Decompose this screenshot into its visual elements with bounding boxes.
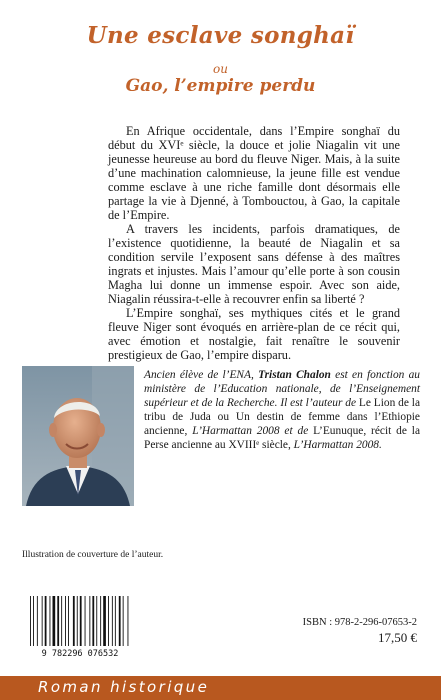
barcode-icon — [22, 594, 138, 658]
genre-band — [0, 676, 441, 700]
back-cover-blurb — [108, 124, 400, 362]
author-portrait-image — [22, 366, 134, 506]
barcode-bar — [57, 596, 59, 646]
barcode-bar — [80, 596, 82, 646]
author-photo — [22, 366, 134, 506]
barcode-bar — [128, 596, 129, 646]
barcode-bar — [30, 596, 31, 646]
book-title: Une esclave songhaï — [86, 22, 355, 49]
barcode-bar — [53, 596, 56, 646]
barcode-bar — [37, 596, 38, 646]
barcode-bar — [61, 596, 62, 646]
barcode-bar — [33, 596, 34, 646]
blurb-paragraph-1: En Afrique occidentale, dans l’Empire songhaï du début du XVIᵉ siècle, la douce et jolie Niagalin vit une jeunesse heureuse au bord du fleuve Niger. Mais, à la suite d’une machination calomnieuse, la jeune fille est vendue comme esclave à une riche famille dont désormais elle partage la vie à Djenné, à Tombouctou, à Gao, la capitale de l’Empire. — [108, 124, 400, 222]
genre-label: Roman historique — [38, 678, 210, 696]
barcode-bar — [103, 596, 106, 646]
blurb-paragraph-2: A travers les incidents, parfois dramatiques, de l’existence quotidienne, la beauté de Niagalin et sa condition servile l’exposent sans défense à des maîtres ingrats et injustes. Mais l’amour qu’elle porte à son cousin Magha lui donne un immense espoir. Avec son aide, Niagalin réussira-t-elle à recouvrer enfin sa liberté ? — [108, 222, 400, 306]
barcode-bar — [68, 596, 69, 646]
barcode-bar — [50, 596, 51, 646]
bio-intro: Ancien élève de l’ENA, — [144, 369, 259, 381]
author-bio — [144, 368, 420, 452]
barcode-bar — [119, 596, 121, 646]
barcode-bar — [123, 596, 124, 646]
bio-publisher-1: L’Harmattan 2008 et de — [187, 425, 314, 437]
barcode-bar — [73, 596, 75, 646]
bio-book-1: Le Lion de la tribu de Juda ou Un destin de femme dans l’Ethiopie ancienne, — [144, 397, 421, 437]
price: 17,50 € — [378, 630, 417, 645]
blurb-paragraph-3: L’Empire songhaï, ses mythiques cités et le grand fleuve Niger sont évoqués en arrière-plan de ce récit qui, avec émotion et nostalgie, fait renaître le souvenir prestigieux de Gao, l’empire disparu. — [108, 306, 400, 362]
barcode-bar — [115, 596, 116, 646]
barcode-bar — [108, 596, 109, 646]
barcode-bar — [77, 596, 78, 646]
bio-role: est en fonction au ministère de l’Education nationale, de l’Enseignement supérieur et de la Recherche. Il est l’auteur de — [144, 369, 420, 409]
barcode-bar — [45, 596, 47, 646]
isbn-block — [303, 617, 417, 646]
author-name: Tristan Chalon — [258, 369, 331, 381]
isbn-number: ISBN : 978-2-296-07653-2 — [302, 617, 417, 628]
illustration-credit: Illustration de couverture de l’auteur. — [22, 550, 164, 560]
barcode-bar — [65, 596, 66, 646]
barcode-bar — [112, 596, 113, 646]
barcode-digits: 9 782296 076532 — [41, 649, 119, 658]
bio-book-2: L’Eunuque, récit de la Perse ancienne au XVIIIᵉ siècle, — [144, 425, 420, 451]
barcode-bar — [89, 596, 90, 646]
barcode-bar — [100, 596, 101, 646]
barcode-bar — [96, 596, 97, 646]
barcode-bar — [92, 596, 94, 646]
bio-publisher-2: L’Harmattan 2008. — [290, 439, 382, 451]
title-connector: ou — [213, 62, 228, 76]
barcode-bar — [42, 596, 43, 646]
barcode-bar — [85, 596, 86, 646]
book-subtitle: Gao, l’empire perdu — [125, 76, 316, 96]
